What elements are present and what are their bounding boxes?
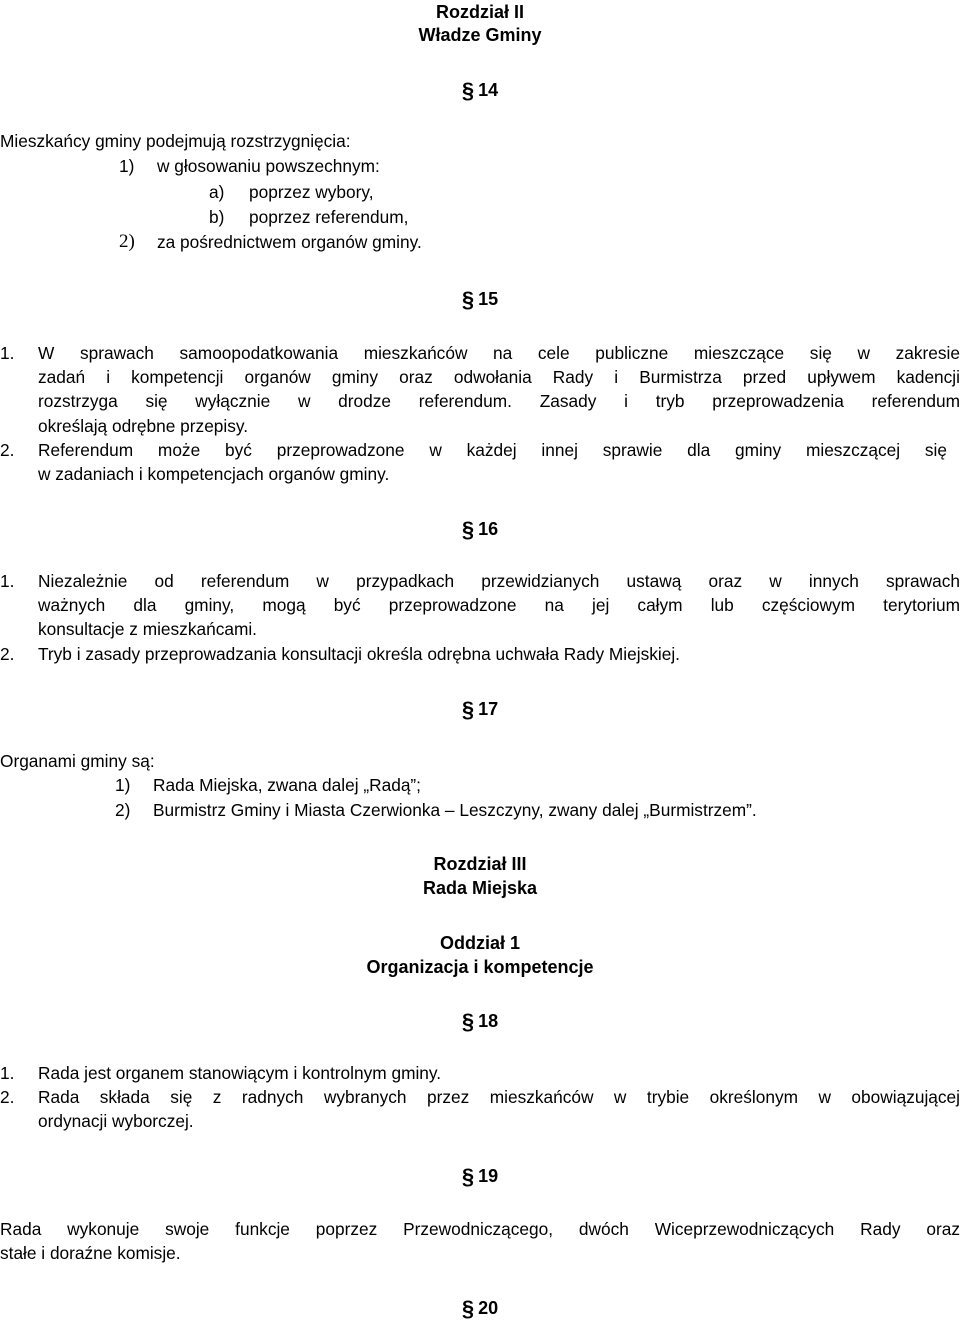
section-symbol: § — [461, 1164, 475, 1189]
paragraph-line: Tryb i zasady przeprowadzania konsultacji określa odrębna uchwała Rady Miejskiej. — [38, 644, 680, 664]
paragraph-line: Niezależnie od referendum w przypadkach przewidzianych ustawą oraz w innych sprawach — [38, 571, 960, 591]
section-18-heading — [420, 1008, 540, 1033]
paragraph-line: Rada wykonuje swoje funkcje poprzez Przewodniczącego, dwóch Wiceprzewodniczących Rady oraz — [0, 1219, 960, 1239]
paragraph-line: stałe i doraźne komisje. — [0, 1243, 181, 1263]
section-number: 16 — [478, 519, 499, 539]
paragraph-number: 1. — [0, 1063, 15, 1083]
division-title: Oddział 1 — [439, 933, 520, 953]
section-number: 14 — [478, 80, 499, 100]
list-letter: a) — [209, 182, 225, 202]
paragraph-line: ordynacji wyborczej. — [38, 1111, 194, 1131]
chapter-title: Rozdział III — [433, 854, 527, 874]
paragraph-line: Rada składa się z radnych wybranych przez mieszkańców w trybie określonym w obowiązującej — [38, 1087, 960, 1107]
paragraph-line: określają odrębne przepisy. — [38, 416, 249, 436]
section-symbol: § — [461, 287, 475, 312]
section-symbol: § — [461, 78, 475, 103]
section-15-heading — [420, 286, 540, 311]
list-item: poprzez wybory, — [249, 182, 374, 202]
paragraph-number: 2. — [0, 440, 15, 460]
section-number: 15 — [478, 289, 499, 309]
list-item: za pośrednictwem organów gminy. — [157, 232, 422, 252]
chapter-title: Rozdział II — [435, 2, 524, 22]
list-item: poprzez referendum, — [249, 207, 409, 227]
paragraph-number: 2. — [0, 1087, 15, 1107]
list-number: 2) — [115, 800, 131, 820]
list-number: 1) — [119, 156, 135, 176]
section-number: 20 — [478, 1298, 499, 1318]
chapter-subtitle: Rada Miejska — [422, 878, 538, 898]
section-16-heading — [420, 516, 540, 541]
paragraph-line: rozstrzyga się wyłącznie w drodze referendum. Zasady i tryb przeprowadzenia referendum — [38, 391, 960, 411]
paragraph-line: W sprawach samoopodatkowania mieszkańców na cele publiczne mieszczące się w zakresie — [38, 343, 960, 363]
paragraph-line: w zadaniach i kompetencjach organów gminy. — [38, 464, 390, 484]
section-symbol: § — [461, 697, 475, 722]
section-20-heading — [420, 1295, 540, 1320]
section-17-heading — [420, 696, 540, 721]
list-number: 1) — [115, 775, 131, 795]
section-number: 19 — [478, 1166, 499, 1186]
paragraph-number: 2. — [0, 644, 15, 664]
section-17-intro: Organami gminy są: — [0, 751, 155, 771]
section-symbol: § — [461, 1009, 475, 1034]
list-item: Burmistrz Gminy i Miasta Czerwionka – Leszczyny, zwany dalej „Burmistrzem”. — [153, 800, 757, 820]
paragraph-number: 1. — [0, 343, 15, 363]
section-19-heading — [420, 1163, 540, 1188]
division-subtitle: Organizacja i kompetencje — [366, 957, 594, 977]
section-symbol: § — [461, 517, 475, 542]
list-letter: b) — [209, 207, 225, 227]
paragraph-line: Referendum może być przeprowadzone w każdej innej sprawie dla gminy mieszczącej się — [38, 440, 947, 460]
paragraph-line: konsultacje z mieszkańcami. — [38, 619, 257, 639]
section-symbol: § — [461, 1296, 475, 1321]
list-item: Rada Miejska, zwana dalej „Radą”; — [153, 775, 421, 795]
section-14-heading — [420, 77, 540, 102]
paragraph-number: 1. — [0, 571, 15, 591]
section-number: 18 — [478, 1011, 499, 1031]
list-number: 2) — [119, 231, 135, 252]
paragraph-line: Rada jest organem stanowiącym i kontrolnym gminy. — [38, 1063, 442, 1083]
paragraph-line: zadań i kompetencji organów gminy oraz odwołania Rady i Burmistrza przed upływem kadencji — [38, 367, 960, 387]
list-item: w głosowaniu powszechnym: — [157, 156, 380, 176]
section-14-intro: Mieszkańcy gminy podejmują rozstrzygnięcia: — [0, 131, 351, 151]
chapter-subtitle: Władze Gminy — [418, 25, 542, 45]
section-number: 17 — [478, 699, 499, 719]
paragraph-line: ważnych dla gminy, mogą być przeprowadzone na jej całym lub częściowym terytorium — [38, 595, 960, 615]
